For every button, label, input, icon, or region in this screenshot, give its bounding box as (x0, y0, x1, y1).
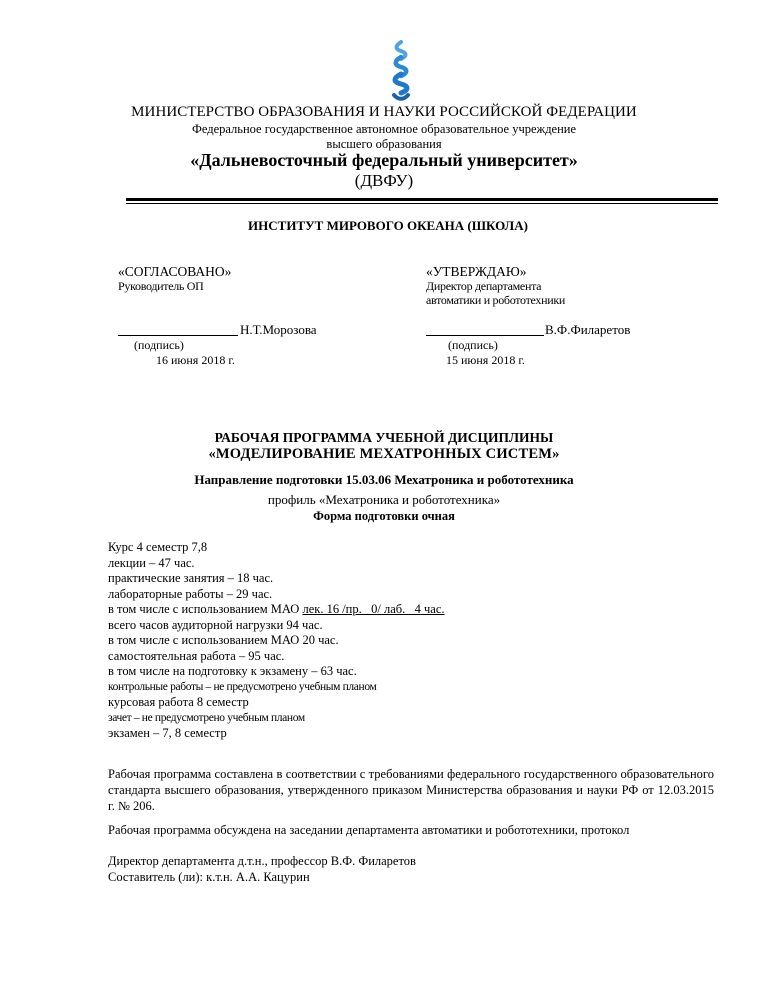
self-study-hours: самостоятельная работа – 95 час. (108, 648, 285, 663)
training-profile: профиль «Мехатроника и робототехника» (267, 492, 501, 507)
approved-signature-line (426, 335, 544, 336)
standard-paragraph: Рабочая программа составлена в соответствии с требованиями федерального государственного образовательного стандарта высшего образования, утвержденного приказом Министерства образования и науки РФ от 12.03.2015 г. № 206. (108, 767, 714, 813)
mao-hours-line (108, 602, 728, 618)
lectures-hours: лекции – 47 час. (108, 555, 195, 570)
labs-hours: лабораторные работы – 29 час. (108, 586, 273, 601)
agreed-title: «СОГЛАСОВАНО» (118, 264, 232, 279)
program-title: РАБОЧАЯ ПРОГРАММА УЧЕБНОЙ ДИСЦИПЛИНЫ (214, 430, 554, 445)
study-form: Форма подготовки очная (313, 509, 455, 523)
auditory-total: всего часов аудиторной нагрузки 94 час. (108, 617, 323, 632)
dvfu-logo-icon (386, 40, 416, 102)
header-divider-thick (126, 198, 718, 201)
university-abbreviation: (ДВФУ) (354, 171, 414, 190)
exam-prep-hours: в том числе на подготовку к экзамену – 63 час. (108, 664, 357, 678)
agreed-signature-line (118, 335, 238, 336)
institute-title: ИНСТИТУТ МИРОВОГО ОКЕАНА (ШКОЛА) (248, 218, 528, 233)
program-author: Составитель (ли): к.т.н. А.А. Кацурин (108, 870, 310, 884)
ministry-title: МИНИСТЕРСТВО ОБРАЗОВАНИЯ И НАУКИ РОССИЙСКОЙ ФЕДЕРАЦИИ (131, 104, 637, 120)
agreed-signature-caption: (подпись) (134, 338, 184, 352)
credit: зачет – не предусмотрено учебным планом (108, 711, 305, 724)
mao-detail: лек. 16 /пр. _0/ лаб. _4 час. (302, 602, 445, 616)
auditory-mao: в том числе с использованием МАО 20 час. (108, 633, 339, 647)
training-direction: Направление подготовки 15.03.06 Мехатроника и робототехника (194, 472, 574, 487)
agreed-signatory-name: Н.Т.Морозова (240, 322, 317, 337)
higher-education-line: высшего образования (326, 137, 442, 151)
course-work: курсовая работа 8 семестр (108, 695, 249, 709)
course-semester: Курс 4 семестр 7,8 (108, 540, 208, 554)
approved-title: «УТВЕРЖДАЮ» (426, 264, 527, 279)
practice-hours: практические занятия – 18 час. (108, 571, 274, 585)
university-name: «Дальневосточный федеральный университет» (190, 150, 578, 170)
agreed-role: Руководитель ОП (118, 279, 204, 293)
mao-prefix: в том числе с использованием МАО (108, 602, 303, 616)
discipline-name: «МОДЕЛИРОВАНИЕ МЕХАТРОННЫХ СИСТЕМ» (208, 446, 560, 462)
department-director: Директор департамента д.т.н., профессор В.Ф. Филаретов (108, 854, 416, 868)
approved-date: 15 июня 2018 г. (446, 353, 525, 367)
exam: экзамен – 7, 8 семестр (108, 726, 227, 740)
header-divider-thin (126, 203, 718, 204)
approved-signature-caption: (подпись) (448, 338, 498, 352)
discussion-paragraph: Рабочая программа обсуждена на заседании департамента автоматики и робототехники, протокол (108, 823, 630, 837)
approved-role-line1: Директор департамента (426, 279, 542, 293)
federal-institution-line: Федеральное государственное автономное образовательное учреждение (191, 122, 577, 136)
approved-role-line2: автоматики и робототехники (426, 293, 566, 307)
approved-signatory-name: В.Ф.Филаретов (545, 322, 631, 337)
hours-breakdown (108, 540, 728, 742)
control-works: контрольные работы – не предусмотрено учебным планом (108, 680, 377, 693)
agreed-date: 16 июня 2018 г. (156, 353, 235, 367)
